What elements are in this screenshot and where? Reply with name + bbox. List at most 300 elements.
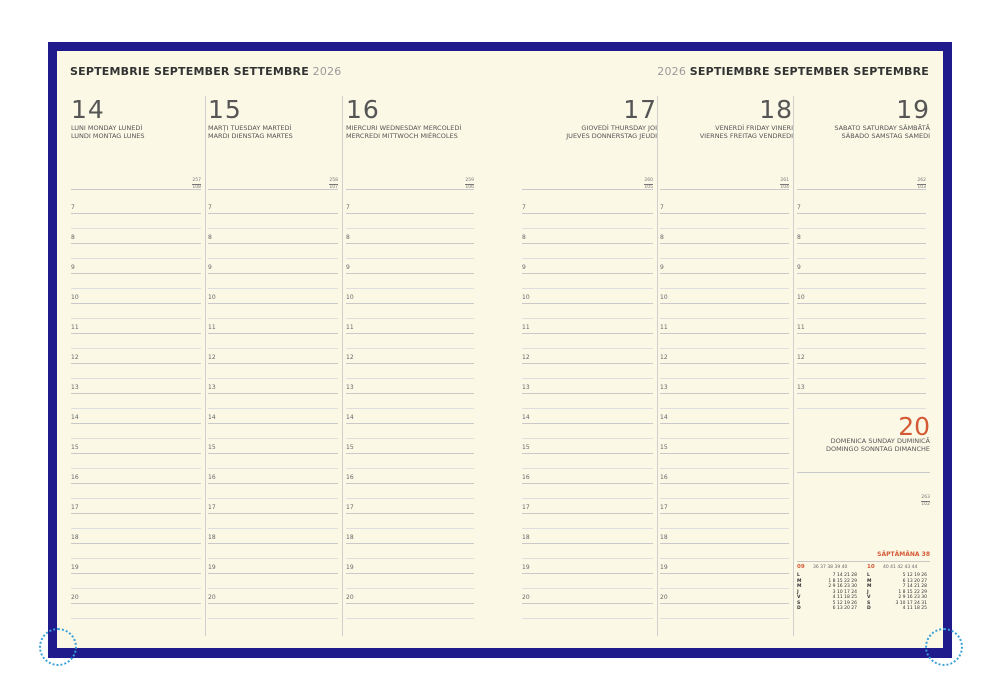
weekday-letter: L: [797, 573, 800, 578]
hour-line: [346, 303, 474, 304]
hour-label: 8: [71, 234, 75, 241]
mini-calendar-row: [797, 606, 859, 612]
hour-line: [71, 453, 201, 454]
hour-label: 13: [522, 384, 530, 391]
weekday-letter: V: [867, 595, 871, 600]
mini-calendar-month: 10: [867, 564, 875, 570]
week-dates: 3 10 17 24: [832, 589, 857, 595]
sunday-name-line2: DOMINGO SONNTAG DIMANCHE: [826, 445, 930, 453]
half-hour-line: [208, 618, 338, 619]
hour-label: 16: [208, 474, 216, 481]
hour-row[interactable]: [797, 228, 926, 258]
hour-row[interactable]: [208, 588, 338, 618]
hour-row[interactable]: [797, 288, 926, 318]
hour-label: 9: [208, 264, 212, 271]
sunday-count: [921, 495, 930, 508]
weekday-letter: J: [797, 589, 799, 595]
hour-row[interactable]: [660, 558, 789, 588]
half-hour-line: [660, 618, 789, 619]
week-dates: 3 10 17 24 31: [895, 600, 927, 606]
hour-line: [797, 213, 926, 214]
hour-label: 13: [660, 384, 668, 391]
day-top-rule: [797, 189, 926, 190]
hour-label: 8: [522, 234, 526, 241]
hour-line: [522, 483, 653, 484]
week-dates: 7 14 21 28: [902, 584, 927, 589]
hour-row[interactable]: [346, 348, 474, 378]
hour-row[interactable]: [522, 318, 653, 348]
day-name-line1: MIERCURI WEDNESDAY MERCOLEDÌ: [346, 124, 462, 132]
hour-label: 17: [522, 504, 530, 511]
hour-line: [660, 273, 789, 274]
hour-row[interactable]: [208, 528, 338, 558]
hour-row[interactable]: [522, 408, 653, 438]
hour-row[interactable]: [71, 378, 201, 408]
month-names-right: SEPTIEMBRE SEPTEMBER SEPTEMBRE: [689, 65, 929, 78]
day-of-year: 260: [644, 178, 653, 183]
weekday-letter: V: [797, 595, 801, 600]
hour-line: [346, 543, 474, 544]
hour-row[interactable]: [660, 438, 789, 468]
hour-row[interactable]: [346, 558, 474, 588]
hour-line: [660, 543, 789, 544]
hour-label: 20: [71, 594, 79, 601]
hour-line: [660, 513, 789, 514]
hour-row[interactable]: [71, 468, 201, 498]
hour-row[interactable]: [208, 498, 338, 528]
day-column-14: [71, 96, 206, 636]
hour-label: 14: [71, 414, 79, 421]
hour-label: 14: [522, 414, 530, 421]
week-dates: 6 13 20 27: [832, 606, 857, 611]
hour-label: 20: [660, 594, 668, 601]
hour-row[interactable]: [346, 228, 474, 258]
hour-row[interactable]: [346, 528, 474, 558]
hour-line: [522, 603, 653, 604]
hour-row[interactable]: [797, 258, 926, 288]
hour-label: 12: [71, 354, 79, 361]
hour-row[interactable]: [522, 438, 653, 468]
hour-line: [71, 573, 201, 574]
hour-row[interactable]: [208, 408, 338, 438]
hour-line: [346, 393, 474, 394]
half-hour-line: [797, 408, 926, 409]
day-name-line2: JUEVES DONNERSTAG JEUDI: [566, 132, 657, 140]
hour-label: 15: [208, 444, 216, 451]
hour-row[interactable]: [346, 468, 474, 498]
hour-line: [208, 393, 338, 394]
hour-line: [346, 573, 474, 574]
hour-label: 12: [522, 354, 530, 361]
hour-row[interactable]: [346, 498, 474, 528]
hour-row[interactable]: [522, 588, 653, 618]
hour-line: [208, 363, 338, 364]
day-number: 14: [71, 95, 105, 124]
week-dates: 6 13 20 27: [902, 578, 927, 584]
hour-line: [71, 243, 201, 244]
hour-row[interactable]: [522, 258, 653, 288]
hour-line: [71, 363, 201, 364]
day-name-line1: SABATO SATURDAY SÂMBĂTĂ: [834, 124, 930, 132]
mini-calendar-head: [797, 565, 859, 573]
day-name: [208, 124, 293, 140]
hour-label: 19: [522, 564, 530, 571]
hour-row[interactable]: [797, 378, 926, 408]
hour-row[interactable]: [208, 558, 338, 588]
hour-row[interactable]: [208, 438, 338, 468]
hour-line: [522, 393, 653, 394]
hour-row[interactable]: [71, 288, 201, 318]
day-name-line2: MERCREDI MITTWOCH MIÉRCOLES: [346, 132, 458, 140]
hour-line: [346, 453, 474, 454]
hour-label: 7: [660, 204, 664, 211]
hour-line: [660, 333, 789, 334]
hour-row[interactable]: [208, 378, 338, 408]
sunday-name-line1: DOMENICA SUNDAY DUMINICĂ: [830, 437, 930, 445]
hour-line: [522, 213, 653, 214]
hour-label: 9: [797, 264, 801, 271]
hour-line: [71, 483, 201, 484]
hour-row[interactable]: [71, 348, 201, 378]
hour-label: 9: [522, 264, 526, 271]
hour-row[interactable]: [660, 288, 789, 318]
hour-row[interactable]: [660, 498, 789, 528]
hour-row[interactable]: [660, 408, 789, 438]
weekday-letter: D: [867, 606, 871, 611]
mini-calendar-month: 09: [797, 564, 805, 570]
hour-label: 13: [346, 384, 354, 391]
hour-line: [797, 243, 926, 244]
day-number: 18: [759, 95, 793, 124]
hour-row[interactable]: [660, 318, 789, 348]
hour-row[interactable]: [71, 558, 201, 588]
hour-row[interactable]: [346, 258, 474, 288]
mini-calendar-weeks: 36 37 38 39 40: [813, 565, 848, 570]
hour-line: [71, 603, 201, 604]
hour-row[interactable]: [660, 588, 789, 618]
hour-line: [660, 423, 789, 424]
day-top-rule: [660, 189, 789, 190]
day-column-16: [346, 96, 478, 636]
hour-label: 18: [71, 534, 79, 541]
hour-line: [522, 333, 653, 334]
hour-label: 8: [660, 234, 664, 241]
hour-row[interactable]: [522, 498, 653, 528]
hour-label: 11: [346, 324, 354, 331]
hour-label: 10: [71, 294, 79, 301]
hour-line: [71, 273, 201, 274]
days-remaining: 108: [192, 185, 201, 190]
hour-label: 12: [660, 354, 668, 361]
day-column-15: [208, 96, 343, 636]
hour-label: 20: [522, 594, 530, 601]
hour-line: [71, 543, 201, 544]
sunday-number: 20: [898, 412, 930, 441]
day-number: 17: [623, 95, 657, 124]
week-dates: 7 14 21 28: [832, 573, 857, 578]
hour-label: 17: [660, 504, 668, 511]
hour-row[interactable]: [660, 258, 789, 288]
hour-line: [346, 363, 474, 364]
hour-line: [797, 303, 926, 304]
week-number-title: SĂPTĂMÂNA 38: [877, 551, 930, 558]
hour-label: 16: [660, 474, 668, 481]
hour-row[interactable]: [660, 378, 789, 408]
week-dates: 1 8 15 22 29: [828, 578, 857, 584]
hour-row[interactable]: [208, 288, 338, 318]
hour-row[interactable]: [346, 378, 474, 408]
hour-label: 15: [346, 444, 354, 451]
hour-row[interactable]: [346, 288, 474, 318]
weekday-letter: M: [797, 578, 802, 584]
mini-calendar-september: [797, 565, 859, 612]
day-of-year: 257: [192, 178, 201, 183]
half-hour-line: [71, 618, 201, 619]
hour-line: [208, 333, 338, 334]
hour-label: 16: [522, 474, 530, 481]
hour-line: [660, 213, 789, 214]
days-remaining: 107: [329, 185, 338, 190]
hour-line: [522, 303, 653, 304]
mini-calendar-weeks: 40 41 42 43 44: [883, 565, 918, 570]
day-name-line1: LUNI MONDAY LUNEDÌ: [71, 124, 143, 132]
hour-line: [797, 393, 926, 394]
hour-row[interactable]: [797, 348, 926, 378]
hour-row[interactable]: [208, 468, 338, 498]
sunday-name: [826, 437, 930, 453]
hour-line: [660, 453, 789, 454]
hour-label: 12: [797, 354, 805, 361]
hour-label: 11: [522, 324, 530, 331]
hour-line: [208, 573, 338, 574]
weekday-letter: J: [867, 589, 869, 595]
hour-label: 7: [522, 204, 526, 211]
days-remaining: 106: [465, 185, 474, 190]
hour-label: 12: [208, 354, 216, 361]
hour-label: 8: [208, 234, 212, 241]
hour-line: [522, 543, 653, 544]
days-remaining: 104: [780, 185, 789, 190]
day-of-year: 261: [780, 178, 789, 183]
hour-row[interactable]: [346, 438, 474, 468]
hour-row[interactable]: [71, 318, 201, 348]
day-top-rule: [208, 189, 338, 190]
hour-line: [660, 363, 789, 364]
hour-row[interactable]: [208, 348, 338, 378]
hour-line: [522, 573, 653, 574]
hour-line: [208, 303, 338, 304]
hour-label: 19: [660, 564, 668, 571]
hour-line: [71, 333, 201, 334]
day-name-line2: MARDI DIENSTAG MARTES: [208, 132, 293, 140]
hour-label: 17: [346, 504, 354, 511]
sunday-day-of-year: 263: [921, 495, 930, 500]
weekday-letter: D: [797, 606, 801, 611]
hour-line: [797, 333, 926, 334]
hour-line: [346, 333, 474, 334]
hour-row[interactable]: [71, 438, 201, 468]
day-of-year: 262: [917, 178, 926, 183]
hour-label: 10: [522, 294, 530, 301]
hour-row[interactable]: [522, 288, 653, 318]
hour-label: 20: [208, 594, 216, 601]
hour-line: [208, 213, 338, 214]
hour-row[interactable]: [71, 498, 201, 528]
hour-label: 11: [208, 324, 216, 331]
hour-label: 16: [346, 474, 354, 481]
hour-label: 10: [797, 294, 805, 301]
hour-row[interactable]: [797, 198, 926, 228]
year-left: 2026: [312, 65, 342, 78]
hour-row[interactable]: [208, 228, 338, 258]
hour-row[interactable]: [71, 228, 201, 258]
hour-label: 11: [71, 324, 79, 331]
sunday-block: [797, 413, 930, 643]
hour-label: 7: [71, 204, 75, 211]
hour-label: 17: [208, 504, 216, 511]
hour-label: 12: [346, 354, 354, 361]
week-dates: 4 11 18 25: [832, 595, 857, 600]
hour-row[interactable]: [660, 468, 789, 498]
hour-label: 18: [660, 534, 668, 541]
hour-line: [522, 453, 653, 454]
hour-row[interactable]: [71, 258, 201, 288]
hour-row[interactable]: [346, 588, 474, 618]
hour-label: 17: [71, 504, 79, 511]
hour-row[interactable]: [522, 558, 653, 588]
hour-row[interactable]: [660, 198, 789, 228]
hour-row[interactable]: [522, 378, 653, 408]
weekday-letter: S: [867, 600, 871, 606]
day-top-rule: [522, 189, 653, 190]
day-name: [834, 124, 930, 140]
hour-line: [208, 243, 338, 244]
weekday-letter: M: [797, 584, 802, 589]
half-hour-line: [522, 618, 653, 619]
corner-dotted-arc-right: [925, 628, 963, 666]
hour-label: 13: [71, 384, 79, 391]
hour-row[interactable]: [797, 318, 926, 348]
day-name-line2: SÁBADO SAMSTAG SAMEDI: [841, 132, 930, 140]
hour-line: [797, 363, 926, 364]
hour-row[interactable]: [522, 468, 653, 498]
hour-label: 14: [208, 414, 216, 421]
half-hour-line: [346, 618, 474, 619]
hour-line: [71, 513, 201, 514]
hour-label: 18: [346, 534, 354, 541]
hour-label: 14: [660, 414, 668, 421]
hour-row[interactable]: [346, 318, 474, 348]
hour-label: 15: [660, 444, 668, 451]
hour-row[interactable]: [346, 198, 474, 228]
sunday-days-remaining: 102: [921, 502, 930, 507]
hour-row[interactable]: [208, 198, 338, 228]
hour-line: [660, 243, 789, 244]
day-top-rule: [71, 189, 201, 190]
hour-row[interactable]: [660, 528, 789, 558]
hour-row[interactable]: [660, 228, 789, 258]
hour-line: [208, 513, 338, 514]
hour-line: [522, 243, 653, 244]
hour-line: [522, 513, 653, 514]
week-dates: 2 9 16 23 30: [898, 595, 927, 600]
hour-row[interactable]: [346, 408, 474, 438]
hour-label: 8: [346, 234, 350, 241]
hour-label: 8: [797, 234, 801, 241]
day-name-line2: VIERNES FREITAG VENDREDI: [699, 132, 793, 140]
hour-line: [71, 213, 201, 214]
hour-label: 19: [71, 564, 79, 571]
hour-row[interactable]: [71, 198, 201, 228]
hour-line: [797, 273, 926, 274]
hour-label: 16: [71, 474, 79, 481]
hour-row[interactable]: [71, 408, 201, 438]
hour-line: [522, 363, 653, 364]
day-of-year: 259: [465, 178, 474, 183]
hour-row[interactable]: [208, 258, 338, 288]
hour-label: 19: [208, 564, 216, 571]
hour-line: [346, 273, 474, 274]
hour-row[interactable]: [522, 198, 653, 228]
hour-row[interactable]: [71, 528, 201, 558]
hour-label: 10: [346, 294, 354, 301]
planner-page: [57, 51, 943, 648]
hour-label: 13: [797, 384, 805, 391]
hour-line: [346, 243, 474, 244]
day-name: [346, 124, 461, 140]
month-header-left: [70, 65, 341, 78]
week-dates: 2 9 16 23 30: [828, 584, 857, 589]
mini-calendar-october: [867, 565, 929, 612]
hour-row[interactable]: [71, 588, 201, 618]
hour-line: [660, 483, 789, 484]
day-name-line1: MARȚI TUESDAY MARTEDÌ: [208, 124, 292, 132]
hour-row[interactable]: [522, 228, 653, 258]
year-right: 2026: [657, 65, 687, 78]
hour-line: [208, 543, 338, 544]
hour-line: [208, 483, 338, 484]
weekday-letter: S: [797, 600, 801, 606]
mini-calendar-row: [867, 606, 929, 612]
hour-line: [660, 303, 789, 304]
hour-label: 11: [797, 324, 805, 331]
days-remaining: 105: [644, 185, 653, 190]
day-top-rule: [346, 189, 474, 190]
hour-label: 15: [522, 444, 530, 451]
hour-row[interactable]: [522, 348, 653, 378]
hour-label: 10: [660, 294, 668, 301]
hour-line: [208, 603, 338, 604]
day-name-line1: VENERDÌ FRIDAY VINERI: [715, 124, 793, 132]
hour-line: [346, 423, 474, 424]
hour-row[interactable]: [522, 528, 653, 558]
hour-label: 19: [346, 564, 354, 571]
weekday-letter: M: [867, 578, 872, 584]
hour-line: [208, 453, 338, 454]
hour-line: [71, 423, 201, 424]
hour-row[interactable]: [660, 348, 789, 378]
day-name: [566, 124, 657, 140]
weekday-letter: M: [867, 584, 872, 589]
week-dates: 5 12 19 26: [832, 600, 857, 606]
hour-row[interactable]: [208, 318, 338, 348]
hour-line: [346, 513, 474, 514]
day-name-line2: LUNDI MONTAG LUNES: [71, 132, 145, 140]
day-column-19: [797, 95, 930, 391]
hour-line: [346, 483, 474, 484]
hour-line: [660, 603, 789, 604]
hour-label: 18: [208, 534, 216, 541]
